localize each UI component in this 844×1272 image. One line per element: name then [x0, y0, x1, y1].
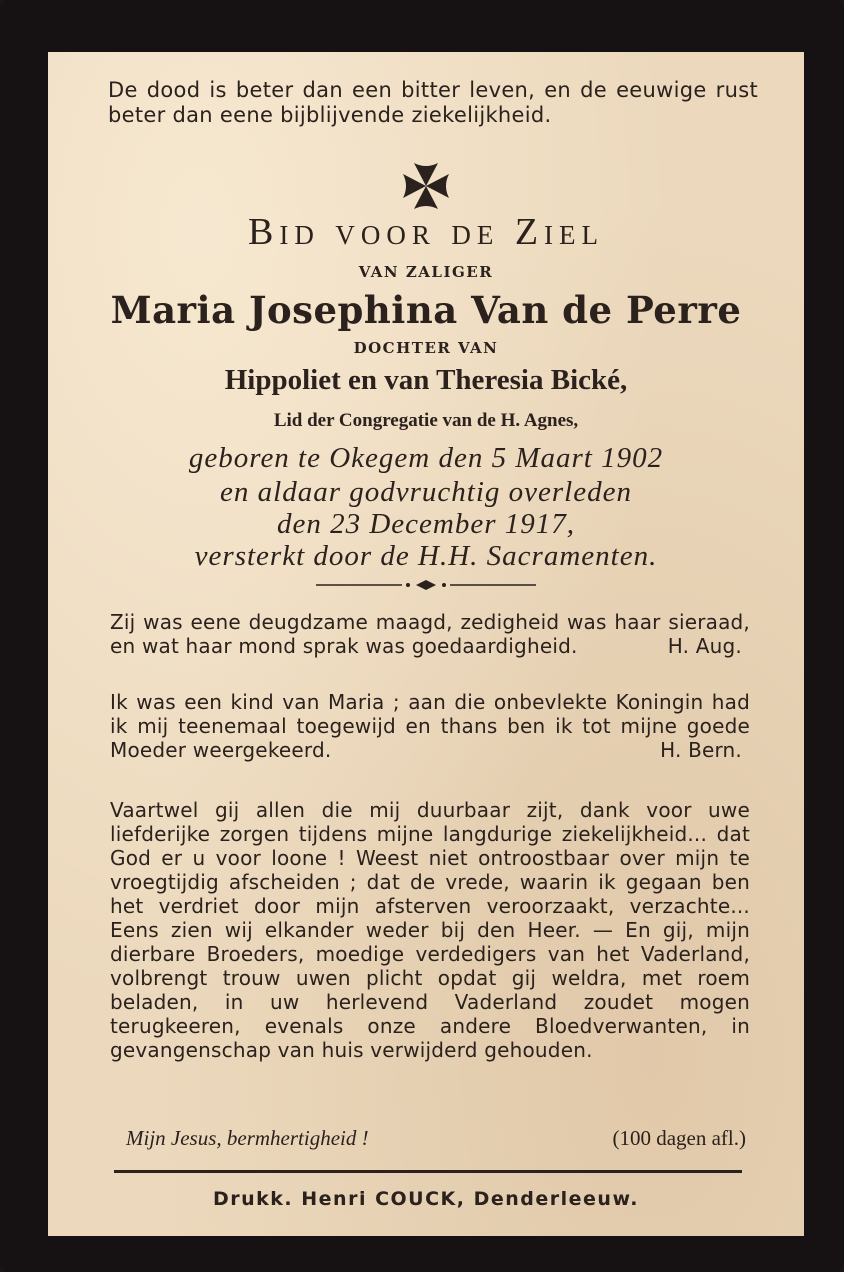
sacraments-line: versterkt door de H.H. Sacramenten. [194, 540, 658, 572]
printer-credit: Drukk. Henri COUCK, Denderleeuw. [212, 1188, 639, 1210]
attribution-augustine: H. Aug. [667, 634, 742, 658]
van-zaliger-label: VAN ZALIGER [358, 263, 494, 281]
death-line-2: den 23 December 1917, [276, 508, 576, 540]
birth-line: geboren te Okegem den 5 Maart 1902 [188, 442, 664, 474]
death-line-1: en aldaar godvruchtig overleden [220, 476, 632, 508]
farewell-paragraph: Vaartwel gij allen die mij duurbaar zijt, dank voor uwe liefderijke zorgen tijdens mijne langdurige ziekelijkheid... dat God er u voor loone ! Weest niet ontroostbaar over mijn te vroegtijdig afscheiden ; dat de vrede, waarin ik gegaan ben het verdriet door mijn afsterven veroorzaakt, verzachte... Eens zien wij elkander weder bij den Heer. — En gij, mijn dierbare Broeders, moedige verdedigers van het Vaderland, volbrengt trouw uwen plicht opdat gij weldra, met roem beladen, in uw herlevend Vaderland zoudet mogen terugkeeren, evenals onze andere Bloedverwanten, in gevangenschap van huis verwijderd gehouden. [110, 798, 750, 1062]
ornament-divider [316, 578, 536, 592]
quote-bernard-text: Ik was een kind van Maria ; aan die onbevlekte Koningin had ik mij teenemaal toegewijd en thans ben ik tot mijne goede Moeder weergekeerd. [110, 690, 750, 762]
quote-augustine [110, 610, 750, 658]
membership-line: Lid der Congregatie van de H. Agnes, [273, 410, 579, 431]
indulgence-note: (100 dagen afl.) [612, 1126, 746, 1150]
prayer-invocation: Mijn Jesus, bermhertigheid ! [126, 1126, 369, 1150]
closing-line [126, 1126, 746, 1151]
intro-quote: De dood is beter dan een bitter leven, en de eeuwige rust beter dan eene bijblijvende ziekelijkheid. [108, 78, 758, 127]
maltese-cross-icon [48, 160, 804, 212]
bottom-rule [114, 1170, 742, 1173]
attribution-bernard: H. Bern. [660, 738, 742, 762]
card-paper [48, 52, 804, 1236]
dochter-van-label: DOCHTER VAN [353, 339, 499, 357]
parents-names: Hippoliet en van Theresia Bické, [224, 364, 628, 396]
quote-augustine-text: Zij was eene deugdzame maagd, zedigheid was haar sieraad, en wat haar mond sprak was goedaardigheid. [110, 610, 750, 658]
quote-bernard [110, 690, 750, 762]
deceased-name: Maria Josephina Van de Perre [110, 288, 742, 332]
prayer-heading: Bid voor de Ziel [247, 211, 605, 253]
